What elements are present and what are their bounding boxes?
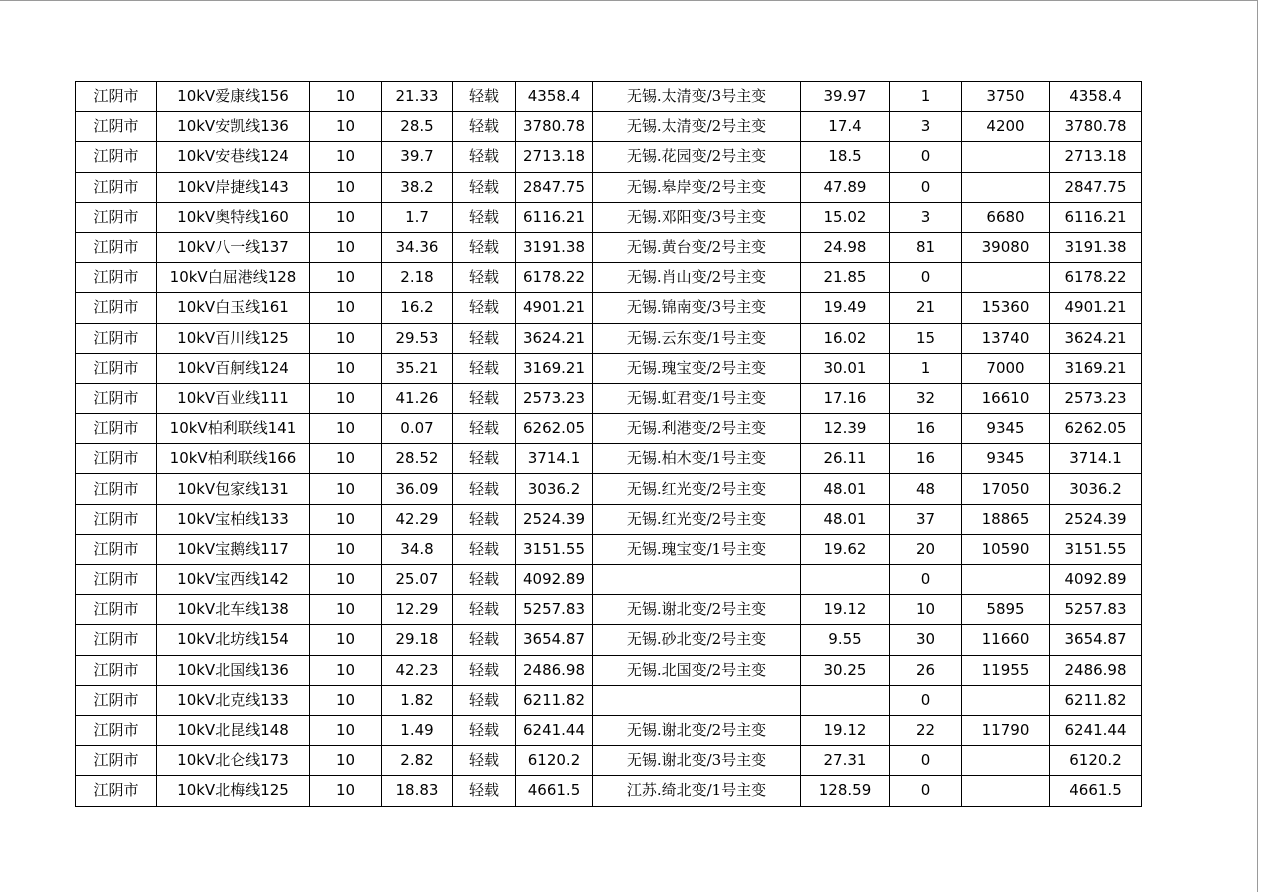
substation-cell: 无锡.砂北变/2号主变 xyxy=(593,625,801,655)
line-name-cell: 10kV包家线131 xyxy=(157,474,310,504)
value3-cell: 48.01 xyxy=(801,504,890,534)
load-status-cell: 轻载 xyxy=(453,595,516,625)
line-name-cell: 10kV北梅线125 xyxy=(157,776,310,806)
value1-cell: 39.7 xyxy=(382,142,453,172)
table-row xyxy=(76,595,1142,625)
line-name-cell: 10kV安凯线136 xyxy=(157,112,310,142)
capacity-cell: 10590 xyxy=(962,534,1050,564)
table-row xyxy=(76,504,1142,534)
capacity-cell xyxy=(962,263,1050,293)
city-cell: 江阴市 xyxy=(76,293,157,323)
load-status-cell: 轻载 xyxy=(453,655,516,685)
table-row xyxy=(76,444,1142,474)
value2-cell: 2847.75 xyxy=(516,172,593,202)
capacity-cell: 9345 xyxy=(962,414,1050,444)
value3-cell: 17.16 xyxy=(801,383,890,413)
line-name-cell: 10kV白屈港线128 xyxy=(157,263,310,293)
substation-cell: 无锡.虹君变/1号主变 xyxy=(593,383,801,413)
line-name-cell: 10kV百川线125 xyxy=(157,323,310,353)
capacity-cell xyxy=(962,142,1050,172)
city-cell: 江阴市 xyxy=(76,534,157,564)
value3-cell: 17.4 xyxy=(801,112,890,142)
city-cell: 江阴市 xyxy=(76,715,157,745)
value4-cell: 4661.5 xyxy=(1050,776,1142,806)
capacity-cell: 11790 xyxy=(962,715,1050,745)
substation-cell: 无锡.云东变/1号主变 xyxy=(593,323,801,353)
line-name-cell: 10kV白玉线161 xyxy=(157,293,310,323)
value4-cell: 2713.18 xyxy=(1050,142,1142,172)
capacity-cell xyxy=(962,776,1050,806)
load-status-cell: 轻载 xyxy=(453,746,516,776)
value1-cell: 35.21 xyxy=(382,353,453,383)
capacity-cell: 16610 xyxy=(962,383,1050,413)
value2-cell: 4901.21 xyxy=(516,293,593,323)
substation-cell: 江苏.绮北变/1号主变 xyxy=(593,776,801,806)
voltage-cell: 10 xyxy=(310,534,382,564)
value2-cell: 4358.4 xyxy=(516,82,593,112)
substation-cell: 无锡.黄台变/2号主变 xyxy=(593,232,801,262)
capacity-cell: 11955 xyxy=(962,655,1050,685)
value3-cell: 30.25 xyxy=(801,655,890,685)
load-status-cell: 轻载 xyxy=(453,504,516,534)
table-row xyxy=(76,202,1142,232)
voltage-cell: 10 xyxy=(310,504,382,534)
value1-cell: 28.5 xyxy=(382,112,453,142)
count-cell: 21 xyxy=(890,293,962,323)
voltage-cell: 10 xyxy=(310,232,382,262)
value4-cell: 4358.4 xyxy=(1050,82,1142,112)
value1-cell: 21.33 xyxy=(382,82,453,112)
count-cell: 16 xyxy=(890,444,962,474)
value3-cell: 19.12 xyxy=(801,715,890,745)
value1-cell: 1.49 xyxy=(382,715,453,745)
value1-cell: 0.07 xyxy=(382,414,453,444)
load-status-cell: 轻载 xyxy=(453,172,516,202)
value2-cell: 2486.98 xyxy=(516,655,593,685)
table-row xyxy=(76,565,1142,595)
substation-cell: 无锡.红光变/2号主变 xyxy=(593,474,801,504)
voltage-cell: 10 xyxy=(310,112,382,142)
table-row xyxy=(76,655,1142,685)
value3-cell: 16.02 xyxy=(801,323,890,353)
load-status-cell: 轻载 xyxy=(453,202,516,232)
load-status-cell: 轻载 xyxy=(453,776,516,806)
value4-cell: 4092.89 xyxy=(1050,565,1142,595)
substation-cell: 无锡.皋岸变/2号主变 xyxy=(593,172,801,202)
voltage-cell: 10 xyxy=(310,444,382,474)
value1-cell: 34.8 xyxy=(382,534,453,564)
count-cell: 20 xyxy=(890,534,962,564)
count-cell: 22 xyxy=(890,715,962,745)
load-status-cell: 轻载 xyxy=(453,293,516,323)
value3-cell: 47.89 xyxy=(801,172,890,202)
value4-cell: 3654.87 xyxy=(1050,625,1142,655)
value2-cell: 2713.18 xyxy=(516,142,593,172)
value3-cell xyxy=(801,685,890,715)
table-row xyxy=(76,746,1142,776)
value1-cell: 38.2 xyxy=(382,172,453,202)
value2-cell: 2573.23 xyxy=(516,383,593,413)
table-row xyxy=(76,715,1142,745)
load-status-cell: 轻载 xyxy=(453,625,516,655)
value2-cell: 3780.78 xyxy=(516,112,593,142)
table-row xyxy=(76,293,1142,323)
value4-cell: 6178.22 xyxy=(1050,263,1142,293)
value2-cell: 3036.2 xyxy=(516,474,593,504)
substation-cell xyxy=(593,685,801,715)
value3-cell xyxy=(801,565,890,595)
data-table xyxy=(75,81,1142,807)
load-status-cell: 轻载 xyxy=(453,263,516,293)
line-name-cell: 10kV北国线136 xyxy=(157,655,310,685)
line-name-cell: 10kV百舸线124 xyxy=(157,353,310,383)
count-cell: 48 xyxy=(890,474,962,504)
city-cell: 江阴市 xyxy=(76,595,157,625)
table-body xyxy=(76,82,1142,807)
value3-cell: 19.62 xyxy=(801,534,890,564)
value4-cell: 3191.38 xyxy=(1050,232,1142,262)
load-status-cell: 轻载 xyxy=(453,685,516,715)
value4-cell: 4901.21 xyxy=(1050,293,1142,323)
load-status-cell: 轻载 xyxy=(453,82,516,112)
voltage-cell: 10 xyxy=(310,746,382,776)
substation-cell: 无锡.肖山变/2号主变 xyxy=(593,263,801,293)
value3-cell: 27.31 xyxy=(801,746,890,776)
substation-cell: 无锡.谢北变/3号主变 xyxy=(593,746,801,776)
value2-cell: 5257.83 xyxy=(516,595,593,625)
value3-cell: 128.59 xyxy=(801,776,890,806)
value1-cell: 16.2 xyxy=(382,293,453,323)
line-name-cell: 10kV八一线137 xyxy=(157,232,310,262)
line-name-cell: 10kV百业线111 xyxy=(157,383,310,413)
load-status-cell: 轻载 xyxy=(453,715,516,745)
value3-cell: 19.12 xyxy=(801,595,890,625)
value2-cell: 6241.44 xyxy=(516,715,593,745)
voltage-cell: 10 xyxy=(310,625,382,655)
table-row xyxy=(76,112,1142,142)
count-cell: 0 xyxy=(890,142,962,172)
substation-cell: 无锡.谢北变/2号主变 xyxy=(593,715,801,745)
value1-cell: 42.29 xyxy=(382,504,453,534)
table-row xyxy=(76,474,1142,504)
count-cell: 1 xyxy=(890,82,962,112)
line-name-cell: 10kV奥特线160 xyxy=(157,202,310,232)
city-cell: 江阴市 xyxy=(76,655,157,685)
value2-cell: 3714.1 xyxy=(516,444,593,474)
voltage-cell: 10 xyxy=(310,293,382,323)
value1-cell: 2.82 xyxy=(382,746,453,776)
voltage-cell: 10 xyxy=(310,414,382,444)
city-cell: 江阴市 xyxy=(76,625,157,655)
value4-cell: 3036.2 xyxy=(1050,474,1142,504)
line-name-cell: 10kV北车线138 xyxy=(157,595,310,625)
voltage-cell: 10 xyxy=(310,776,382,806)
value3-cell: 26.11 xyxy=(801,444,890,474)
table-row xyxy=(76,172,1142,202)
capacity-cell xyxy=(962,685,1050,715)
substation-cell: 无锡.柏木变/1号主变 xyxy=(593,444,801,474)
value1-cell: 25.07 xyxy=(382,565,453,595)
value3-cell: 30.01 xyxy=(801,353,890,383)
city-cell: 江阴市 xyxy=(76,474,157,504)
substation-cell: 无锡.邓阳变/3号主变 xyxy=(593,202,801,232)
count-cell: 0 xyxy=(890,746,962,776)
load-status-cell: 轻载 xyxy=(453,323,516,353)
line-name-cell: 10kV北坊线154 xyxy=(157,625,310,655)
line-name-cell: 10kV宝西线142 xyxy=(157,565,310,595)
value4-cell: 3624.21 xyxy=(1050,323,1142,353)
value2-cell: 6120.2 xyxy=(516,746,593,776)
capacity-cell: 7000 xyxy=(962,353,1050,383)
value2-cell: 3654.87 xyxy=(516,625,593,655)
capacity-cell: 9345 xyxy=(962,444,1050,474)
city-cell: 江阴市 xyxy=(76,414,157,444)
substation-cell: 无锡.锦南变/3号主变 xyxy=(593,293,801,323)
value4-cell: 2524.39 xyxy=(1050,504,1142,534)
table-row xyxy=(76,414,1142,444)
value2-cell: 3624.21 xyxy=(516,323,593,353)
value2-cell: 6211.82 xyxy=(516,685,593,715)
city-cell: 江阴市 xyxy=(76,202,157,232)
load-status-cell: 轻载 xyxy=(453,474,516,504)
capacity-cell: 39080 xyxy=(962,232,1050,262)
value1-cell: 1.82 xyxy=(382,685,453,715)
city-cell: 江阴市 xyxy=(76,565,157,595)
line-name-cell: 10kV北克线133 xyxy=(157,685,310,715)
load-status-cell: 轻载 xyxy=(453,112,516,142)
capacity-cell: 18865 xyxy=(962,504,1050,534)
city-cell: 江阴市 xyxy=(76,263,157,293)
table-row xyxy=(76,353,1142,383)
load-status-cell: 轻载 xyxy=(453,353,516,383)
substation-cell: 无锡.太清变/2号主变 xyxy=(593,112,801,142)
value4-cell: 3151.55 xyxy=(1050,534,1142,564)
value4-cell: 6241.44 xyxy=(1050,715,1142,745)
value4-cell: 6262.05 xyxy=(1050,414,1142,444)
value2-cell: 3191.38 xyxy=(516,232,593,262)
city-cell: 江阴市 xyxy=(76,383,157,413)
capacity-cell: 6680 xyxy=(962,202,1050,232)
substation-cell: 无锡.太清变/3号主变 xyxy=(593,82,801,112)
city-cell: 江阴市 xyxy=(76,504,157,534)
value2-cell: 3151.55 xyxy=(516,534,593,564)
capacity-cell: 13740 xyxy=(962,323,1050,353)
count-cell: 26 xyxy=(890,655,962,685)
count-cell: 30 xyxy=(890,625,962,655)
city-cell: 江阴市 xyxy=(76,323,157,353)
load-status-cell: 轻载 xyxy=(453,414,516,444)
value3-cell: 19.49 xyxy=(801,293,890,323)
count-cell: 32 xyxy=(890,383,962,413)
voltage-cell: 10 xyxy=(310,353,382,383)
substation-cell: 无锡.北国变/2号主变 xyxy=(593,655,801,685)
capacity-cell: 5895 xyxy=(962,595,1050,625)
voltage-cell: 10 xyxy=(310,172,382,202)
voltage-cell: 10 xyxy=(310,655,382,685)
count-cell: 0 xyxy=(890,565,962,595)
count-cell: 0 xyxy=(890,776,962,806)
line-name-cell: 10kV安巷线124 xyxy=(157,142,310,172)
voltage-cell: 10 xyxy=(310,383,382,413)
capacity-cell: 3750 xyxy=(962,82,1050,112)
table-row xyxy=(76,534,1142,564)
voltage-cell: 10 xyxy=(310,685,382,715)
city-cell: 江阴市 xyxy=(76,232,157,262)
value4-cell: 3714.1 xyxy=(1050,444,1142,474)
line-name-cell: 10kV北仑线173 xyxy=(157,746,310,776)
value3-cell: 39.97 xyxy=(801,82,890,112)
value1-cell: 41.26 xyxy=(382,383,453,413)
table-row xyxy=(76,685,1142,715)
count-cell: 0 xyxy=(890,172,962,202)
city-cell: 江阴市 xyxy=(76,82,157,112)
substation-cell: 无锡.瑰宝变/2号主变 xyxy=(593,353,801,383)
table-row xyxy=(76,323,1142,353)
count-cell: 1 xyxy=(890,353,962,383)
substation-cell: 无锡.谢北变/2号主变 xyxy=(593,595,801,625)
table-row xyxy=(76,82,1142,112)
line-name-cell: 10kV爱康线156 xyxy=(157,82,310,112)
capacity-cell: 11660 xyxy=(962,625,1050,655)
value1-cell: 29.53 xyxy=(382,323,453,353)
count-cell: 0 xyxy=(890,685,962,715)
substation-cell: 无锡.利港变/2号主变 xyxy=(593,414,801,444)
value1-cell: 34.36 xyxy=(382,232,453,262)
substation-cell: 无锡.红光变/2号主变 xyxy=(593,504,801,534)
voltage-cell: 10 xyxy=(310,323,382,353)
load-status-cell: 轻载 xyxy=(453,383,516,413)
value1-cell: 28.52 xyxy=(382,444,453,474)
load-status-cell: 轻载 xyxy=(453,232,516,262)
value3-cell: 18.5 xyxy=(801,142,890,172)
value2-cell: 2524.39 xyxy=(516,504,593,534)
value3-cell: 21.85 xyxy=(801,263,890,293)
capacity-cell xyxy=(962,172,1050,202)
line-name-cell: 10kV岸捷线143 xyxy=(157,172,310,202)
value4-cell: 6120.2 xyxy=(1050,746,1142,776)
value2-cell: 6116.21 xyxy=(516,202,593,232)
value3-cell: 9.55 xyxy=(801,625,890,655)
capacity-cell: 4200 xyxy=(962,112,1050,142)
city-cell: 江阴市 xyxy=(76,142,157,172)
capacity-cell: 15360 xyxy=(962,293,1050,323)
value4-cell: 2573.23 xyxy=(1050,383,1142,413)
load-status-cell: 轻载 xyxy=(453,534,516,564)
value3-cell: 48.01 xyxy=(801,474,890,504)
value2-cell: 6262.05 xyxy=(516,414,593,444)
table-row xyxy=(76,232,1142,262)
voltage-cell: 10 xyxy=(310,715,382,745)
count-cell: 81 xyxy=(890,232,962,262)
table-row xyxy=(76,142,1142,172)
value2-cell: 4092.89 xyxy=(516,565,593,595)
value3-cell: 24.98 xyxy=(801,232,890,262)
value1-cell: 29.18 xyxy=(382,625,453,655)
capacity-cell: 17050 xyxy=(962,474,1050,504)
city-cell: 江阴市 xyxy=(76,353,157,383)
city-cell: 江阴市 xyxy=(76,172,157,202)
count-cell: 3 xyxy=(890,202,962,232)
capacity-cell xyxy=(962,746,1050,776)
value4-cell: 6116.21 xyxy=(1050,202,1142,232)
voltage-cell: 10 xyxy=(310,142,382,172)
value3-cell: 15.02 xyxy=(801,202,890,232)
value4-cell: 2486.98 xyxy=(1050,655,1142,685)
value2-cell: 6178.22 xyxy=(516,263,593,293)
capacity-cell xyxy=(962,565,1050,595)
count-cell: 15 xyxy=(890,323,962,353)
value1-cell: 12.29 xyxy=(382,595,453,625)
city-cell: 江阴市 xyxy=(76,444,157,474)
table-row xyxy=(76,776,1142,806)
voltage-cell: 10 xyxy=(310,474,382,504)
city-cell: 江阴市 xyxy=(76,746,157,776)
count-cell: 37 xyxy=(890,504,962,534)
substation-cell: 无锡.瑰宝变/1号主变 xyxy=(593,534,801,564)
value4-cell: 5257.83 xyxy=(1050,595,1142,625)
value1-cell: 2.18 xyxy=(382,263,453,293)
load-status-cell: 轻载 xyxy=(453,565,516,595)
city-cell: 江阴市 xyxy=(76,112,157,142)
line-name-cell: 10kV柏利联线141 xyxy=(157,414,310,444)
value4-cell: 2847.75 xyxy=(1050,172,1142,202)
voltage-cell: 10 xyxy=(310,202,382,232)
line-name-cell: 10kV宝鹅线117 xyxy=(157,534,310,564)
table-row xyxy=(76,625,1142,655)
value4-cell: 6211.82 xyxy=(1050,685,1142,715)
city-cell: 江阴市 xyxy=(76,685,157,715)
voltage-cell: 10 xyxy=(310,595,382,625)
substation-cell xyxy=(593,565,801,595)
count-cell: 16 xyxy=(890,414,962,444)
value1-cell: 42.23 xyxy=(382,655,453,685)
value1-cell: 18.83 xyxy=(382,776,453,806)
value2-cell: 4661.5 xyxy=(516,776,593,806)
count-cell: 10 xyxy=(890,595,962,625)
substation-cell: 无锡.花园变/2号主变 xyxy=(593,142,801,172)
load-status-cell: 轻载 xyxy=(453,142,516,172)
city-cell: 江阴市 xyxy=(76,776,157,806)
value2-cell: 3169.21 xyxy=(516,353,593,383)
count-cell: 0 xyxy=(890,263,962,293)
value4-cell: 3169.21 xyxy=(1050,353,1142,383)
value4-cell: 3780.78 xyxy=(1050,112,1142,142)
line-name-cell: 10kV宝柏线133 xyxy=(157,504,310,534)
voltage-cell: 10 xyxy=(310,263,382,293)
count-cell: 3 xyxy=(890,112,962,142)
voltage-cell: 10 xyxy=(310,565,382,595)
value1-cell: 36.09 xyxy=(382,474,453,504)
load-status-cell: 轻载 xyxy=(453,444,516,474)
table-row xyxy=(76,263,1142,293)
table-row xyxy=(76,383,1142,413)
line-name-cell: 10kV北昆线148 xyxy=(157,715,310,745)
value3-cell: 12.39 xyxy=(801,414,890,444)
voltage-cell: 10 xyxy=(310,82,382,112)
line-name-cell: 10kV柏利联线166 xyxy=(157,444,310,474)
value1-cell: 1.7 xyxy=(382,202,453,232)
